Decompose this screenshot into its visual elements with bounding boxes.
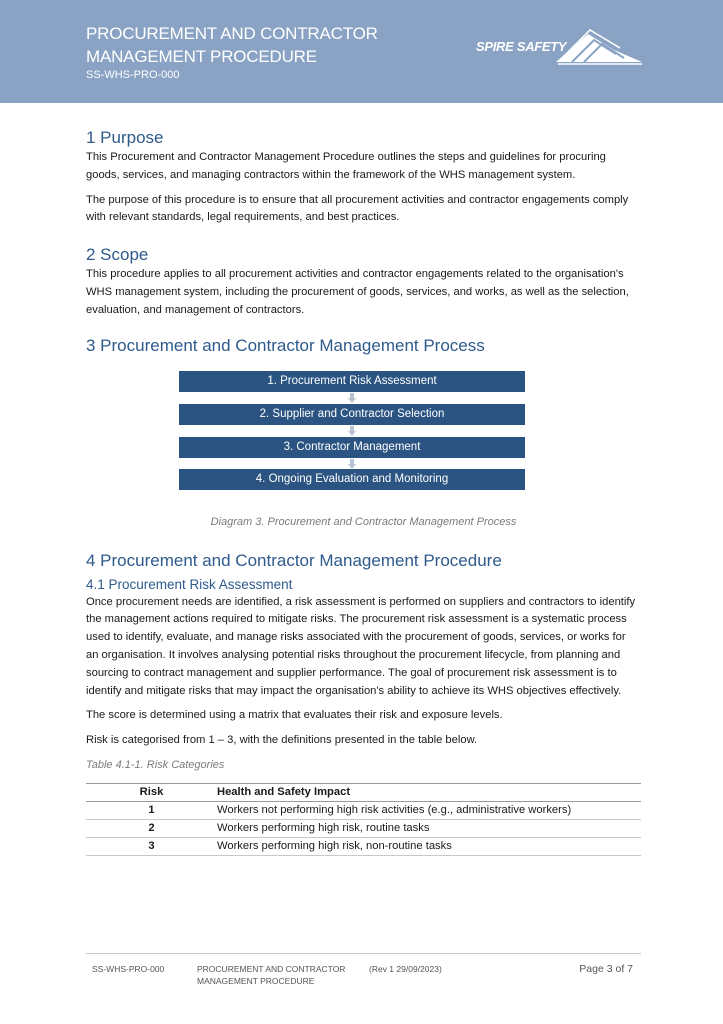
column-header-impact: Health and Safety Impact (217, 783, 641, 801)
document-title-line2: MANAGEMENT PROCEDURE (86, 47, 317, 66)
purpose-paragraph-1: This Procurement and Contractor Management Procedure outlines the steps and guidelines for procuring goods, services, and managing contractors within the framework of the WHS management system. (86, 151, 606, 181)
document-code: SS-WHS-PRO-000 (86, 69, 180, 81)
table-caption: Table 4.1-1. Risk Categories (86, 758, 225, 771)
footer-doc-code: SS-WHS-PRO-000 (92, 964, 165, 974)
risk-categories-paragraph: Risk is categorised from 1 – 3, with the definitions presented in the table below. (86, 734, 478, 747)
flow-step-2: 2. Supplier and Contractor Selection (179, 404, 525, 425)
main-content (86, 127, 641, 856)
flow-step-4: 4. Ongoing Evaluation and Monitoring (179, 469, 525, 490)
risk-cell: 3 (86, 837, 217, 855)
footer-revision: (Rev 1 29/09/2023) (369, 964, 442, 974)
purpose-heading: 1 Purpose (86, 128, 164, 147)
diagram-caption: Diagram 3. Procurement and Contractor Management Process (210, 515, 517, 528)
table-row (86, 801, 641, 819)
process-flow-diagram (86, 369, 641, 495)
footer-title-line1: PROCUREMENT AND CONTRACTOR (197, 964, 346, 974)
flow-step-3: 3. Contractor Management (179, 437, 525, 458)
down-arrow-icon (348, 426, 356, 436)
down-arrow-icon (348, 393, 356, 403)
table-row (86, 837, 641, 855)
page-number: Page 3 of 7 (579, 963, 633, 975)
document-title-line1: PROCUREMENT AND CONTRACTOR (86, 24, 378, 43)
process-heading: 3 Procurement and Contractor Management Process (86, 335, 485, 355)
risk-assessment-paragraph: Once procurement needs are identified, a risk assessment is performed on suppliers and contractors to identify the management actions required to mitigate risks. The procurement risk assessment is a systematic process used to identify, evaluate, and manage risks associated with the procurement of goods, services, or works for an organisation. It involves analysing potential risks throughout the procurement lifecycle, from planning and sourcing to contract management and supplier performance. The goal of procurement risk assessment is to identify and mitigate risks that may impact the organisation's ability to achieve its WHS objectives effectively. (86, 595, 636, 697)
flow-step-1: 1. Procurement Risk Assessment (179, 371, 525, 392)
company-logo (476, 28, 646, 68)
table-header-row (86, 783, 641, 801)
down-arrow-icon (348, 459, 356, 469)
page-footer (86, 953, 641, 986)
footer-title-line2: MANAGEMENT PROCEDURE (197, 976, 315, 986)
scope-paragraph: This procedure applies to all procurement activities and contractor engagements related to the organisation's WHS management system, including the procurement of goods, services, and works, as well as the selection, evaluation, and management of contractors. (86, 268, 629, 316)
risk-categories-table (86, 783, 641, 856)
impact-cell: Workers performing high risk, non-routine tasks (217, 837, 641, 855)
impact-cell: Workers not performing high risk activities (e.g., administrative workers) (217, 801, 641, 819)
purpose-paragraph-2: The purpose of this procedure is to ensure that all procurement activities and contractor engagements comply with relevant standards, legal requirements, and best practices. (86, 193, 629, 224)
score-paragraph: The score is determined using a matrix that evaluates their risk and exposure levels. (86, 709, 503, 722)
column-header-risk: Risk (86, 783, 217, 801)
risk-cell: 2 (86, 819, 217, 837)
procedure-heading: 4 Procurement and Contractor Management Procedure (86, 550, 502, 570)
risk-cell: 1 (86, 801, 217, 819)
risk-assessment-subheading: 4.1 Procurement Risk Assessment (86, 576, 293, 592)
spire-safety-logo-icon (554, 28, 644, 66)
impact-cell: Workers performing high risk, routine tasks (217, 819, 641, 837)
table-row (86, 819, 641, 837)
page-header (0, 0, 723, 103)
scope-heading: 2 Scope (86, 245, 149, 265)
footer-title (197, 963, 345, 987)
logo-text: SPIRE SAFETY (476, 39, 567, 54)
document-title (86, 22, 378, 68)
